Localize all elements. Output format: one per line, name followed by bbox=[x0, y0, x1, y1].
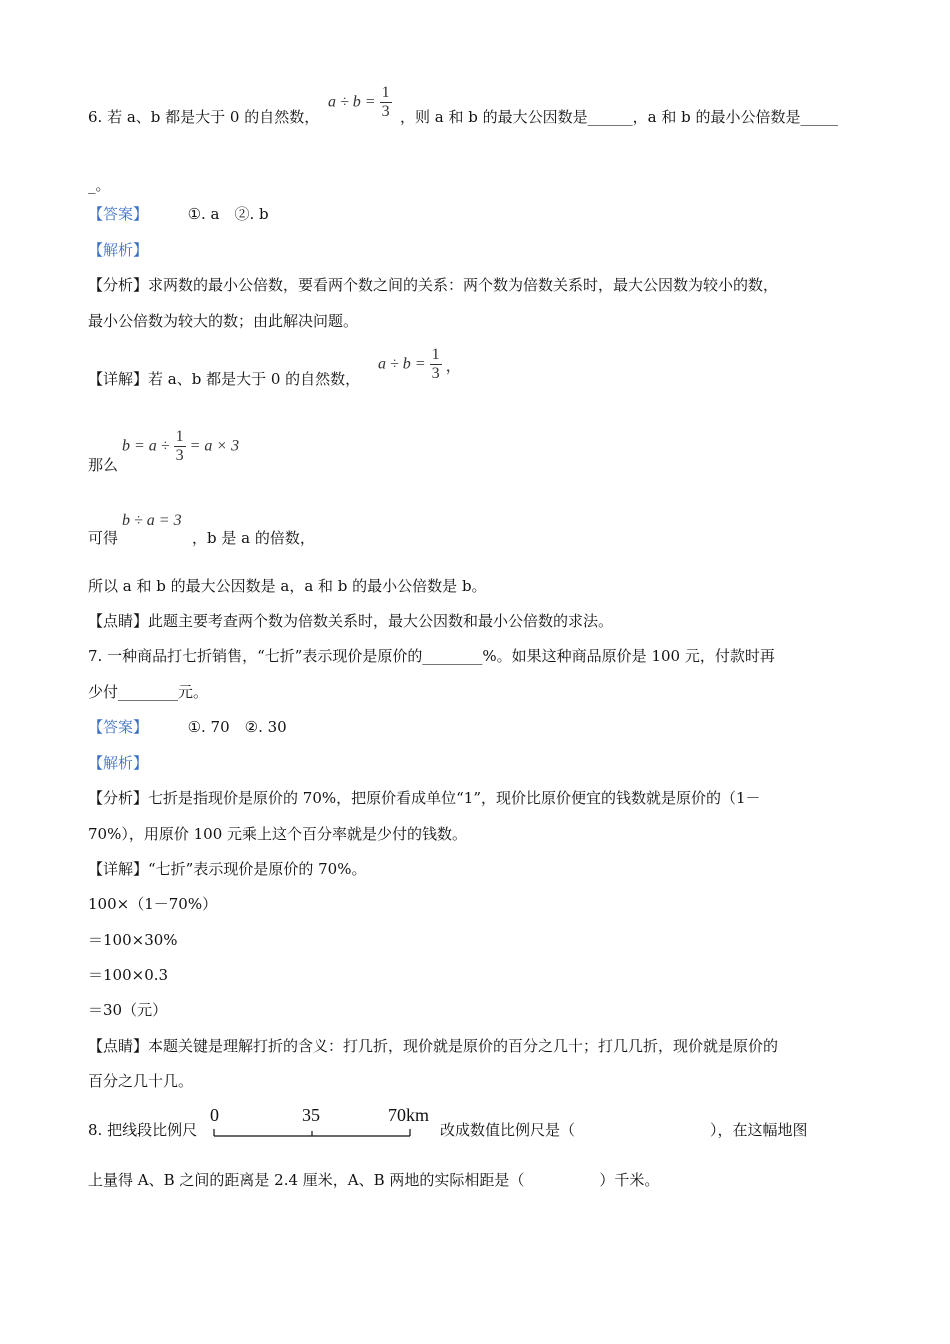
q6-dianjing: 【点睛】此题主要考查两个数为倍数关系时，最大公因数和最小公倍数的求法。 bbox=[88, 612, 614, 630]
q8-post: 改成数值比例尺是（ ），在这幅地图 bbox=[440, 1121, 808, 1139]
q6-name-lhs: b = a ÷ bbox=[122, 437, 170, 455]
q6-conclusion: 所以 a 和 b 的最大公因数是 a，a 和 b 的最小公倍数是 b。 bbox=[88, 577, 487, 595]
q6-frac-den: 3 bbox=[381, 103, 390, 120]
q7-line2: 少付________元。 bbox=[88, 683, 209, 701]
q6-name-num: 1 bbox=[175, 428, 184, 445]
q6-xiangjie-post: ， bbox=[445, 356, 462, 375]
q6-xiangjie-den: 3 bbox=[431, 365, 440, 382]
q6-tail-text: _。 bbox=[88, 176, 111, 194]
q6-name-line bbox=[88, 455, 118, 475]
q6-xiangjie-lhs: a ÷ b = bbox=[378, 355, 426, 373]
q7-calc-3: ＝100×0.3 bbox=[88, 966, 169, 984]
q6-xiangjie-fraction bbox=[430, 346, 442, 383]
q6-fenxi-2: 最小公倍数为较大的数；由此解决问题。 bbox=[88, 312, 359, 330]
q6-xiangjie-pre: 【详解】若 a、b 都是大于 0 的自然数， bbox=[88, 370, 361, 388]
q6-formula-lhs: a ÷ b = bbox=[328, 93, 376, 111]
q7-xiangjie: 【详解】“七折”表示现价是原价的 70%。 bbox=[88, 860, 367, 878]
scale-label-0: 0 bbox=[210, 1105, 219, 1125]
q6-name-pre: 那么 bbox=[88, 456, 119, 474]
q6-stem bbox=[88, 107, 319, 127]
q8-line2: 上量得 A、B 之间的距离是 2.4 厘米，A、B 两地的实际相距是（ ）千米。 bbox=[88, 1171, 660, 1189]
q6-stem-pre: 6. 若 a、b 都是大于 0 的自然数， bbox=[88, 108, 320, 126]
q6-xiangjie-num: 1 bbox=[431, 346, 440, 363]
q7-calc-1: 100×（1－70%） bbox=[88, 895, 218, 913]
q6-answer-tag: 【答案】 bbox=[88, 205, 149, 223]
q7-answer-tag: 【答案】 bbox=[88, 718, 149, 736]
q7-fenxi-1: 【分析】七折是指现价是原价的 70%，把原价看成单位“1”，现价比原价便宜的钱数就是原价的（1－ bbox=[88, 789, 761, 807]
scale-label-70km: 70km bbox=[388, 1105, 430, 1125]
q6-fraction bbox=[380, 84, 392, 121]
q6-answer bbox=[88, 204, 269, 224]
q6-xiangjie-formula bbox=[378, 346, 462, 383]
q6-kede-post: ，b 是 a 的倍数， bbox=[192, 529, 315, 547]
q6-kede-formula-text: b ÷ a = 3 bbox=[122, 512, 182, 529]
q6-kede-formula bbox=[122, 512, 182, 530]
q6-xiangjie bbox=[88, 369, 360, 389]
q6-fenxi-1: 【分析】求两数的最小公倍数，要看两个数之间的关系：两个数为倍数关系时，最大公因数为较小的数， bbox=[88, 276, 779, 294]
q7-dianjing-1: 【点睛】本题关键是理解打折的含义：打几折，现价就是原价的百分之几十；打几几折，现价就是原价的 bbox=[88, 1037, 779, 1055]
q7-calc-4: ＝30（元） bbox=[88, 1001, 168, 1019]
q6-jiexi: 【解析】 bbox=[88, 241, 149, 259]
q7-calc-2: ＝100×30% bbox=[88, 931, 178, 949]
q6-stem-post-text: ，则 a 和 b 的最大公因数是______，a 和 b 的最小公倍数是_____ bbox=[400, 108, 838, 126]
q6-name-formula bbox=[122, 428, 239, 465]
q7-answer-text: ①. 70 ②. 30 bbox=[187, 718, 287, 736]
q6-kede bbox=[88, 528, 118, 548]
q6-name-fraction bbox=[174, 428, 186, 465]
q7-dianjing-2: 百分之几十几。 bbox=[88, 1072, 194, 1090]
q6-stem-post bbox=[400, 107, 838, 127]
q6-tail bbox=[88, 175, 111, 195]
q6-answer-text: ①. a ②. b bbox=[187, 205, 269, 223]
scale-label-35: 35 bbox=[302, 1105, 320, 1125]
q6-formula bbox=[328, 84, 392, 121]
q7-jiexi: 【解析】 bbox=[88, 754, 149, 772]
line-scale-graphic bbox=[210, 1103, 440, 1143]
q6-name-rhs: = a × 3 bbox=[189, 437, 240, 455]
q6-name-den: 3 bbox=[175, 447, 184, 464]
q8-pre: 8. 把线段比例尺 bbox=[88, 1121, 198, 1139]
q6-kede-pre: 可得 bbox=[88, 529, 119, 547]
q6-frac-num: 1 bbox=[381, 84, 390, 101]
q7-line1: 7. 一种商品打七折销售，“七折”表示现价是原价的________%。如果这种商品原价是 100 元，付款时再 bbox=[88, 647, 775, 665]
q7-answer bbox=[88, 717, 287, 737]
q7-fenxi-2: 70%），用原价 100 元乘上这个百分率就是少付的钱数。 bbox=[88, 825, 468, 843]
